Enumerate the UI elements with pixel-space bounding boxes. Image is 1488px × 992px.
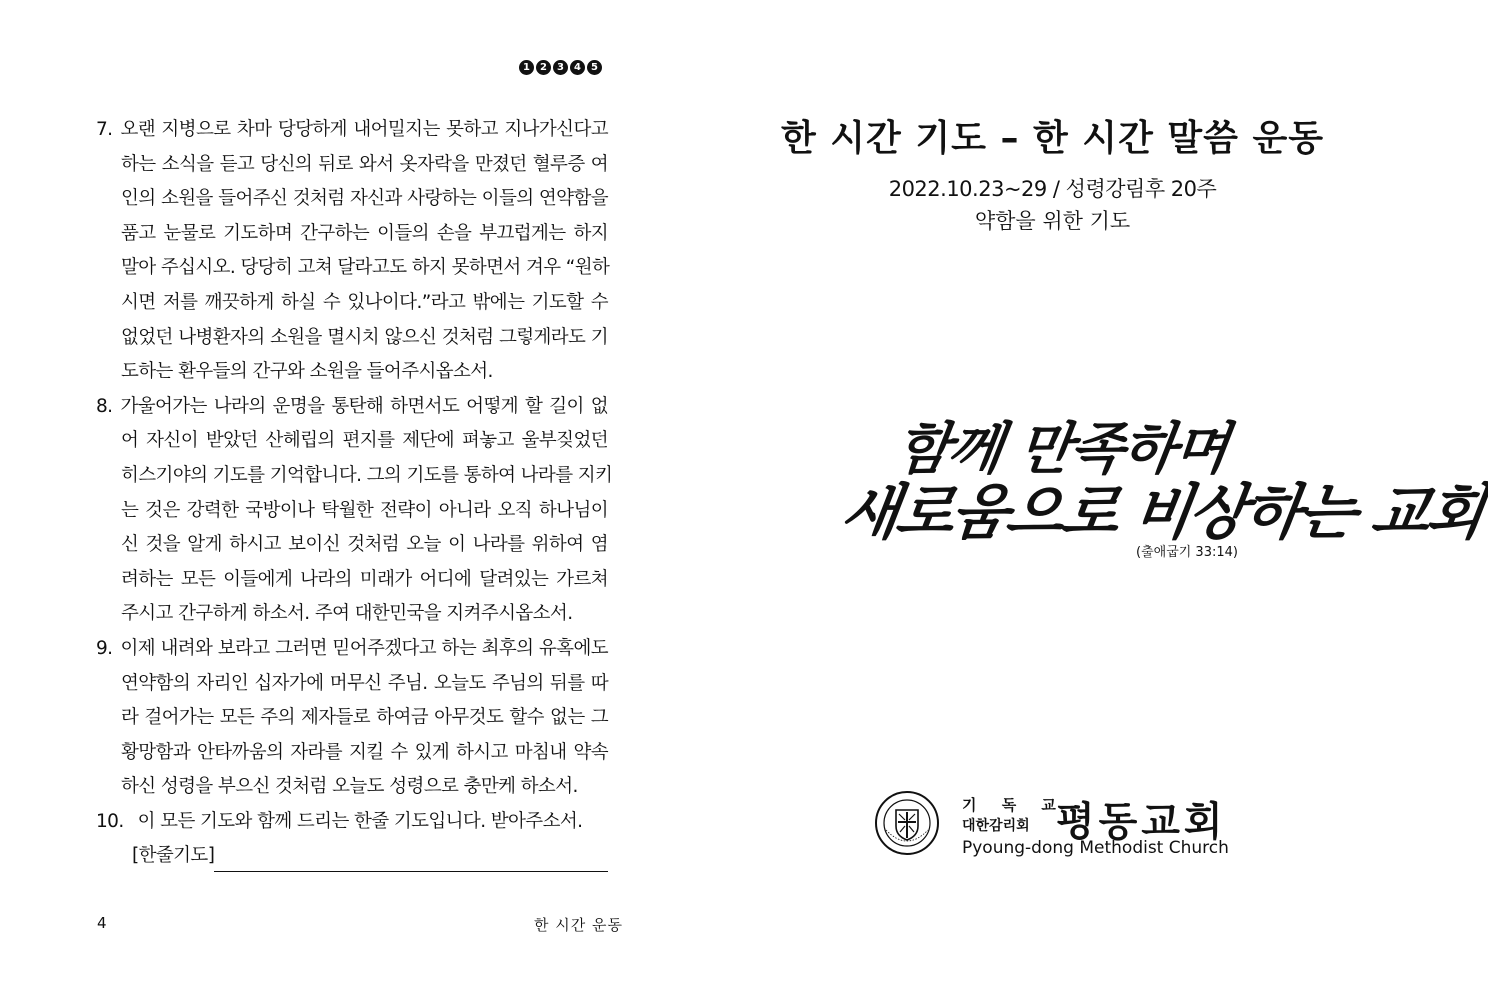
- prayer-item-line: [96, 770, 608, 805]
- prayer-item-line: [96, 217, 608, 252]
- church-name: 평동교회: [1056, 799, 1227, 845]
- prayer-item-text: 시면 저를 깨끗하게 하실 수 있나이다.”라고 밖에는 기도할 수: [121, 291, 608, 313]
- prayer-item-text: 오랜 지병으로 차마 당당하게 내어밀지는 못하고 지나가신다고: [120, 119, 608, 140]
- prayer-item-text: 려하는 모든 이들에게 나라의 미래가 어디에 달려있는 가르쳐: [121, 568, 608, 590]
- prayer-item-first-line: [96, 390, 608, 425]
- scripture-reference: (출애굽기 33:14): [1136, 545, 1238, 560]
- prayer-item-first-line: [96, 805, 608, 840]
- prayer-item-text: 이제 내려와 보라고 그러면 믿어주겠다고 하는 최후의 유혹에도: [120, 637, 608, 659]
- prayer-item-text: 신 것을 알게 하시고 보이신 것처럼 오늘 이 나라를 위하여 염: [121, 534, 608, 556]
- calligraphy-line-1: 함께 만족하며: [891, 416, 1232, 482]
- prayer-item-line: [96, 148, 608, 183]
- prayer-item-text: 이 모든 기도와 함께 드리는 한줄 기도입니다. 받아주소서.: [137, 810, 583, 832]
- prayer-item-line: [96, 701, 608, 736]
- church-name-english: Pyoung-dong Methodist Church: [962, 838, 1229, 858]
- prayer-item-text: 가울어가는 나라의 운명을 통탄해 하면서도 어떻게 할 길이 없: [120, 395, 608, 417]
- prayer-item-text: 어 자신이 받았던 산헤립의 편지를 제단에 펴놓고 울부짖었던: [121, 430, 608, 452]
- page-number: 4: [97, 914, 107, 932]
- prayer-item-text: 하는 소식을 듣고 당신의 뒤로 와서 옷자락을 만졌던 혈루증 여: [121, 153, 608, 175]
- prayer-item-text: 주시고 간구하게 하소서. 주여 대한민국을 지켜주시옵소서.: [121, 603, 573, 625]
- one-line-prayer-row: [96, 839, 608, 874]
- prayer-item-text: 인의 소원을 들어주신 것처럼 자신과 사랑하는 이들의 연약함을: [121, 188, 608, 210]
- prayer-item-line: [96, 459, 613, 494]
- prayer-item-text: 연약함의 자리인 십자가에 머무신 주님. 오늘도 주님의 뒤를 따: [121, 672, 608, 694]
- prayer-item-line: [96, 736, 608, 771]
- church-denomination: 대한감리회: [962, 818, 1030, 834]
- church-denomination-top: 기 독 교: [962, 796, 1066, 814]
- prayer-item-text: 말아 주십시오. 당당히 고쳐 달라고도 하지 못하면서 겨우 “원하: [121, 257, 610, 279]
- prayer-item-text: 는 것은 강력한 국방이나 탁월한 전략이 아니라 오직 하나님이: [121, 499, 608, 521]
- prayer-item-line: [96, 251, 608, 286]
- prayer-item-number: 10.: [96, 810, 124, 832]
- step-marker-1: 1: [519, 60, 534, 75]
- calligraphy-line-2: 새로움으로 비상하는 교회: [836, 478, 1487, 548]
- prayer-item-number: 8.: [96, 395, 113, 417]
- prayer-item-line: [96, 494, 608, 529]
- prayer-item-number: 9.: [96, 637, 113, 659]
- page-title: 한 시간 기도 – 한 시간 말씀 운동: [780, 118, 1325, 159]
- running-title: 한 시간 운동: [534, 916, 623, 934]
- calligraphy-motto: [836, 405, 1487, 565]
- prayer-item-line: [96, 286, 608, 321]
- church-seal-icon: [874, 790, 940, 856]
- prayer-item-line: [96, 424, 608, 459]
- prayer-item-line: [96, 528, 608, 563]
- prayer-item-text: 황망함과 안타까움의 자라를 지킬 수 있게 하시고 마침내 약속: [121, 741, 608, 763]
- one-line-prayer-label: [한줄기도]: [132, 845, 215, 867]
- prayer-item-first-line: [96, 632, 608, 667]
- prayer-item-text: 하신 성령을 부으신 것처럼 오늘도 성령으로 충만케 하소서.: [121, 776, 578, 798]
- prayer-item-line: [96, 563, 608, 598]
- prayer-item-text: 없었던 나병환자의 소원을 멸시치 않으신 것처럼 그렇게라도 기: [121, 326, 608, 348]
- prayer-item-first-line: [96, 113, 608, 148]
- prayer-item-text: 라 걸어가는 모든 주의 제자들로 하여금 아무것도 할수 없는 그: [121, 707, 608, 729]
- prayer-item-number: 7.: [96, 119, 113, 140]
- left-page: [0, 0, 702, 992]
- step-marker-3: 3: [553, 60, 568, 75]
- prayer-item-line: [96, 597, 608, 632]
- prayer-item-text: 히스기야의 기도를 기억합니다. 그의 기도를 통하여 나라를 지키: [121, 464, 613, 486]
- step-marker-5: 5: [587, 60, 602, 75]
- step-markers: [519, 60, 602, 75]
- right-page: [702, 0, 1487, 992]
- prayer-item-text: 도하는 환우들의 간구와 소원을 들어주시옵소서.: [121, 361, 493, 383]
- prayer-item-line: [96, 667, 608, 702]
- one-line-prayer-blank: [214, 846, 608, 872]
- prayer-item-line: [96, 321, 608, 356]
- prayer-item-line: [96, 355, 608, 390]
- prayer-theme: 약함을 위한 기도: [974, 209, 1131, 233]
- step-marker-4: 4: [570, 60, 585, 75]
- date-line: 2022.10.23~29 / 성령강림후 20주: [888, 177, 1217, 201]
- step-marker-2: 2: [536, 60, 551, 75]
- prayer-item-line: [96, 182, 608, 217]
- prayer-list: [96, 113, 613, 874]
- church-logo-block: [874, 790, 1234, 870]
- prayer-item-text: 품고 눈물로 기도하며 간구하는 이들의 손을 부끄럽게는 하지: [121, 222, 608, 244]
